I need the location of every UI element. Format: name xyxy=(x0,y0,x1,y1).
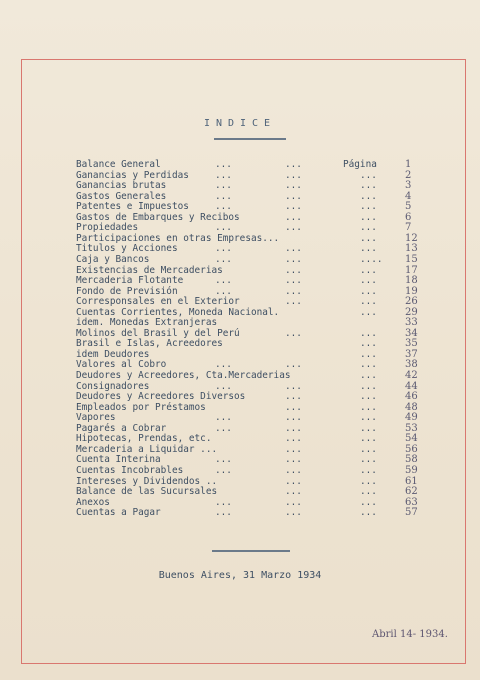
entry-label: Participaciones en otras Empresas... xyxy=(76,232,280,244)
entry-leader: ... xyxy=(360,327,377,339)
entry-leader: ... xyxy=(360,169,377,181)
entry-leader: ... xyxy=(215,190,232,202)
entry-leader: ... xyxy=(285,253,302,265)
entry-leader: ... xyxy=(360,306,377,318)
entry-leader: ... xyxy=(215,507,232,519)
entry-page: 61 xyxy=(405,475,418,487)
entry-leader: ... xyxy=(285,454,302,466)
entry-leader: ... xyxy=(215,454,232,466)
entry-page: 5 xyxy=(405,201,412,213)
entry-page: 57 xyxy=(405,507,418,519)
entry-leader: ... xyxy=(360,296,377,308)
entry-page: 46 xyxy=(405,391,418,403)
entry-leader: ... xyxy=(215,169,232,181)
entry-leader: ... xyxy=(285,422,302,434)
entry-leader: ... xyxy=(215,222,232,234)
entry-leader: ... xyxy=(360,401,377,413)
entry-leader: ... xyxy=(360,507,377,519)
entry-leader: ... xyxy=(285,285,302,297)
entry-leader: ... xyxy=(285,486,302,498)
entry-leader: ... xyxy=(360,285,377,297)
entry-leader: ... xyxy=(215,243,232,255)
entry-page: 35 xyxy=(405,338,418,350)
entry-page: 62 xyxy=(405,486,418,498)
entry-label: Cuentas a Pagar xyxy=(76,507,161,519)
entry-label: Fondo de Previsión xyxy=(76,285,178,297)
entry-label: Empleados por Préstamos xyxy=(76,401,206,413)
entry-label: Balance de las Sucursales xyxy=(76,486,218,498)
entry-page: 56 xyxy=(405,443,418,455)
entry-label: Caja y Bancos xyxy=(76,253,150,265)
entry-leader: ... xyxy=(215,422,232,434)
entry-page: 15 xyxy=(405,253,418,265)
entry-page: 13 xyxy=(405,243,418,255)
entry-page: 3 xyxy=(405,180,412,192)
entry-leader: ... xyxy=(360,275,377,287)
entry-label: Mercaderia Flotante xyxy=(76,275,184,287)
entry-page: 19 xyxy=(405,285,418,297)
index-entry-row xyxy=(0,508,480,519)
entry-leader: ... xyxy=(360,348,377,360)
index-entry-row xyxy=(0,276,480,287)
entry-leader: ... xyxy=(360,222,377,234)
entry-leader: ... xyxy=(360,496,377,508)
entry-label: Gastos Generales xyxy=(76,190,167,202)
entry-leader: ... xyxy=(360,201,377,213)
entry-label: Pagarés a Cobrar xyxy=(76,422,167,434)
closing-rule xyxy=(212,550,290,552)
entry-leader: ... xyxy=(360,190,377,202)
entry-page: 33 xyxy=(405,317,418,329)
entry-label: Deudores y Acreedores Diversos xyxy=(76,391,246,403)
entry-leader: ... xyxy=(285,433,302,445)
entry-page: 49 xyxy=(405,412,418,424)
entry-page: 6 xyxy=(405,211,412,223)
entry-label: Titulos y Acciones xyxy=(76,243,178,255)
entry-page: 29 xyxy=(405,306,418,318)
entry-page: 2 xyxy=(405,169,412,181)
entry-page: 12 xyxy=(405,232,418,244)
entry-page: 58 xyxy=(405,454,418,466)
entry-leader: ... xyxy=(360,243,377,255)
entry-leader: ... xyxy=(285,359,302,371)
place-date: Buenos Aires, 31 Marzo 1934 xyxy=(158,570,322,581)
entry-page: 48 xyxy=(405,401,418,413)
entry-label: Deudores y Acreedores, Cta.Mercaderias xyxy=(76,370,291,381)
entry-leader: ... xyxy=(285,211,302,223)
entry-page: 4 xyxy=(405,190,412,202)
entry-label: Mercaderia a Liquidar ... xyxy=(76,443,218,455)
entry-leader: ... xyxy=(285,222,302,234)
entry-leader: ... xyxy=(285,327,302,339)
entry-leader: ... xyxy=(360,211,377,223)
handwritten-date: Abril 14- 1934. xyxy=(372,629,448,640)
entry-leader: ... xyxy=(285,496,302,508)
entry-leader: ... xyxy=(285,412,302,424)
entry-label: Existencias de Mercaderias xyxy=(76,264,223,276)
entry-page: 42 xyxy=(405,370,418,381)
entry-leader: ... xyxy=(285,275,302,287)
index-entry-row xyxy=(0,255,480,266)
entry-leader: ... xyxy=(285,169,302,181)
entry-leader: ... xyxy=(285,380,302,392)
entry-leader: ... xyxy=(215,496,232,508)
entry-page: 59 xyxy=(405,464,418,476)
entry-leader: ... xyxy=(360,264,377,276)
entry-leader: ... xyxy=(215,464,232,476)
entry-leader: ... xyxy=(360,370,377,381)
entry-leader: ... xyxy=(285,190,302,202)
entry-label: Ganancias y Perdidas xyxy=(76,169,189,181)
entry-label: Anexos xyxy=(76,496,110,508)
entry-label: idem Deudores xyxy=(76,348,150,360)
entry-leader: ... xyxy=(360,454,377,466)
entry-page: 63 xyxy=(405,496,418,508)
entry-leader: ... xyxy=(285,443,302,455)
entry-leader: ... xyxy=(285,243,302,255)
entry-page: 53 xyxy=(405,422,418,434)
entry-leader: ... xyxy=(215,159,232,170)
entry-leader: ... xyxy=(360,380,377,392)
entry-label: Valores al Cobro xyxy=(76,359,167,371)
title-underline xyxy=(214,138,286,140)
entry-leader: ... xyxy=(360,391,377,403)
entry-leader: ... xyxy=(285,464,302,476)
pagina-label: Página xyxy=(343,159,377,170)
entry-page: 37 xyxy=(405,348,418,360)
entry-leader: ... xyxy=(215,201,232,213)
entry-leader: ... xyxy=(360,464,377,476)
entry-label: Cuentas Incobrables xyxy=(76,464,184,476)
entry-page: 44 xyxy=(405,380,418,392)
entry-label: Consignadores xyxy=(76,380,150,392)
entry-leader: ... xyxy=(360,486,377,498)
entry-leader: ... xyxy=(285,264,302,276)
entry-leader: ... xyxy=(360,338,377,350)
entry-page: 34 xyxy=(405,327,418,339)
index-entry-row xyxy=(0,487,480,498)
entry-label: Propiedades xyxy=(76,222,139,234)
index-title: INDICE xyxy=(203,118,277,129)
entry-leader: .... xyxy=(360,253,383,265)
index-header-row xyxy=(0,160,480,171)
entry-page: 54 xyxy=(405,433,418,445)
entry-leader: ... xyxy=(285,201,302,213)
entry-page: 7 xyxy=(405,222,412,234)
entry-leader: ... xyxy=(360,412,377,424)
entry-label: Vapores xyxy=(76,412,116,424)
entry-leader: ... xyxy=(215,275,232,287)
entry-label: Cuentas Corrientes, Moneda Nacional. xyxy=(76,306,280,318)
entry-label: Brasil e Islas, Acreedores xyxy=(76,338,223,350)
entry-page: 1 xyxy=(405,159,412,170)
entry-leader: ... xyxy=(215,253,232,265)
entry-leader: ... xyxy=(285,507,302,519)
entry-leader: ... xyxy=(285,475,302,487)
entry-label: Molinos del Brasil y del Perú xyxy=(76,327,240,339)
entry-leader: ... xyxy=(360,232,377,244)
entry-leader: ... xyxy=(215,359,232,371)
entry-leader: ... xyxy=(215,285,232,297)
entry-leader: ... xyxy=(360,422,377,434)
entry-label: Cuenta Interina xyxy=(76,454,161,466)
entry-leader: ... xyxy=(215,180,232,192)
entry-page: 26 xyxy=(405,296,418,308)
entry-leader: ... xyxy=(360,359,377,371)
index-entry-row xyxy=(0,466,480,477)
entry-leader: ... xyxy=(360,433,377,445)
entry-label: Hipotecas, Prendas, etc. xyxy=(76,433,212,445)
entry-label: Patentes e Impuestos xyxy=(76,201,189,213)
entry-label: Corresponsales en el Exterior xyxy=(76,296,240,308)
entry-label: Balance General xyxy=(76,159,161,170)
entry-page: 17 xyxy=(405,264,418,276)
entry-leader: ... xyxy=(285,296,302,308)
entry-leader: ... xyxy=(215,412,232,424)
entry-page: 18 xyxy=(405,275,418,287)
entry-leader: ... xyxy=(285,391,302,403)
entry-leader: ... xyxy=(360,180,377,192)
entry-label: idem. Monedas Extranjeras xyxy=(76,317,218,329)
entry-leader: ... xyxy=(360,443,377,455)
entry-leader: ... xyxy=(285,401,302,413)
entry-leader: ... xyxy=(285,180,302,192)
entry-leader: ... xyxy=(360,475,377,487)
entry-label: Ganancias brutas xyxy=(76,180,167,192)
entry-leader: ... xyxy=(215,380,232,392)
entry-page: 38 xyxy=(405,359,418,371)
entry-label: Gastos de Embarques y Recibos xyxy=(76,211,240,223)
index-entry-row xyxy=(0,371,480,382)
entry-leader: ... xyxy=(285,159,302,170)
entry-label: Intereses y Dividendos .. xyxy=(76,475,218,487)
